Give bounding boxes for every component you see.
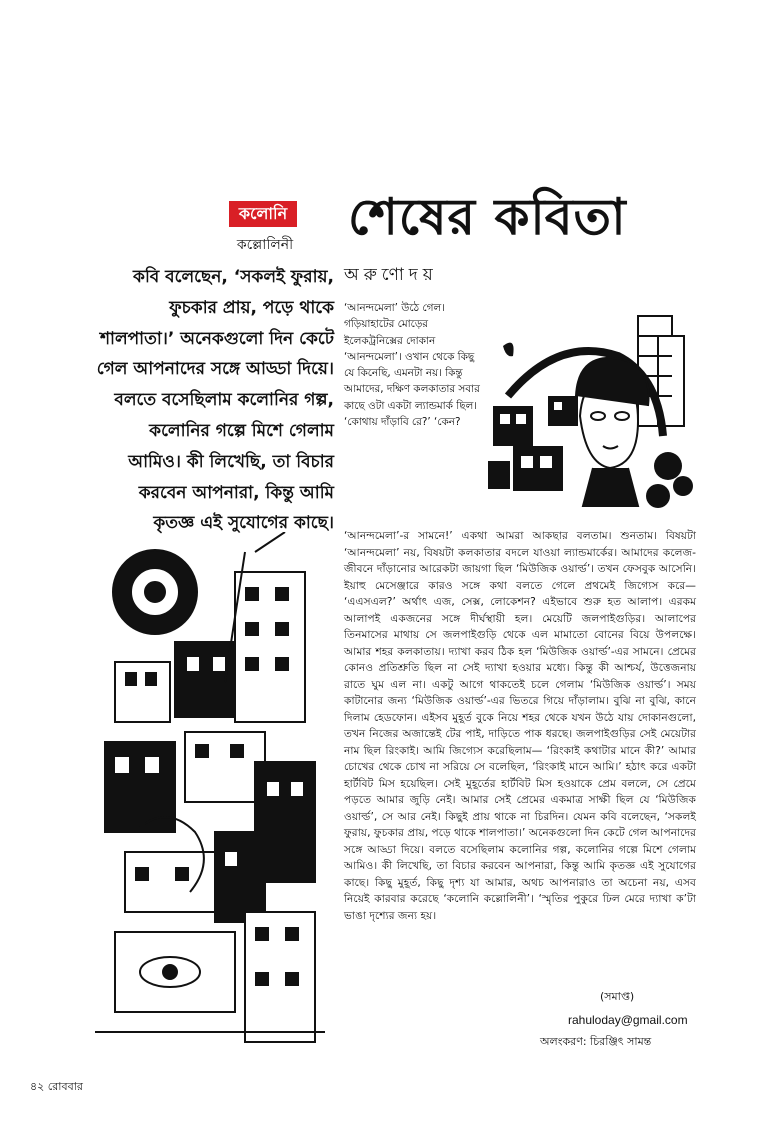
lead-paragraph: কবি বলেছেন, ‘সকলই ফুরায়, ফুচকার প্রায়, পড়ে থাকে শালপাতা।’ অনেকগুলো দিন কেটে গেল আপনাদের সঙ্গে আড্ডা দিয়ে। বলতে বসেছিলাম কলোনির গল্প, কলোনির গল্পে মিশে গেলাম আমিও। কী লিখেছি, তা বিচার করবেন আপনারা, কিন্তু আমি কৃতজ্ঞ এই সুযোগের কাছে। (96, 267, 334, 534)
narrow-column-text: ‘আনন্দমেলা’ উঠে গেল। গড়িয়াহাটের মোড়ের ইলেকট্রনিক্সের দোকান ‘আনন্দমেলা’। ওখান থেকে কিছু যে কিনেছি, এমনটা নয়। কিন্তু আমাদের, দক্ষিণ কলকাতার সবার কাছে ওটা একটা ল্যান্ডমার্ক ছিল। ‘কোথায় দাঁড়াবি রে?’ ‘কেন? (344, 302, 480, 429)
author-byline: অরুণোদয় (344, 265, 438, 285)
author-email[interactable]: rahuloday@gmail.com (568, 1013, 688, 1027)
city-collage-illustration (95, 532, 327, 1060)
city-woman-illustration (488, 296, 696, 522)
section-subtitle: কল্লোলিনী (236, 237, 294, 253)
section-tag: কলোনি (229, 201, 297, 227)
body-text: ‘আনন্দমেলা’-র সামনে!’ একথা আমরা আকছার বলতাম। শুনতাম। বিষয়টা ‘আনন্দমেলা’ নয়, বিষয়টা কলকাতার বদলে যাওয়া ল্যান্ডমার্কের। আমাদের কলেজ-জীবনে দাঁড়ানোর আরেকটা জায়গা ছিল ‘মিউজিক ওয়ার্ল্ড’। তখন ফেসবুক আসেনি। ইয়াহু মেসেঞ্জারে কারও সঙ্গে কথা বলতে গেলে প্রথমেই জিগ্যেস করে— ‘এএসএল?’ অর্থাৎ এজ, সেক্স, লোকেশন? এইভাবে শুরু হত আলাপ। এরকম আলাপই একজনের সঙ্গে দীর্ঘস্থায়ী হল। মেয়েটি জলপাইগুড়ির। আলাপের তিনমাসের মাথায় সে জলপাইগুড়ি থেকে এল মামাতো বোনের বিয়ে উপলক্ষে। আমার শহর কলকাতায়। দ্যাখা করব ঠিক হল ‘মিউজিক ওয়ার্ল্ড’-এর সামনে। প্রেমের কোনও প্রতিশ্রুতি ছিল না সেই দ্যাখা হওয়ার মধ্যে। কিন্তু কী আশ্চর্য, উত্তেজনায় রাতে ঘুম এল না। একটু আগে থাকতেই চলে গেলাম ‘মিউজিক ওয়ার্ল্ড’। সময় কাটানোর জন্য ‘মিউজিক ওয়ার্ল্ড’-এর ভিতরে গিয়ে দাঁড়ালাম। বুঝি না বুঝি, কানে দিলাম হেডফোন। এইসব মুহূর্ত বুকে নিয়ে শহর থেকে যখন উঠে যায় দোকানগুলো, তখন নিজের অজান্তেই টের পাই, দাড়িতে পাক ধরছে। জলপাইগুড়ির সেই মেয়েটার নাম ছিল রিংকাই। আমি জিগ্যেস করেছিলাম— ‘রিংকাই কথাটার মানে কী?’ আমার চোখের থেকে চোখ না সরিয়ে সে বলেছিল, ‘রিংকাই মানে আমি।’ হঠাৎ করে একটা হার্টবিট মিস হয়েছিল। সেই মুহূর্তের হার্টবিট মিস হওয়াকে প্রেম বললে, সে প্রেমে পড়তে আমার জুড়ি নেই। আমার সেই প্রেমের একমাত্র সাক্ষী ছিল যে ‘মিউজিক ওয়ার্ল্ড’, সে আর নেই। কিছুই প্রায় থাকে না চিরদিন। যেমন কবি বলেছেন, ‘সকলই ফুরায়, ফুচকার প্রায়, পড়ে থাকে শালপাতা।’ অনেকগুলো দিন কেটে গেল আপনাদের সঙ্গে আড্ডা দিয়ে। বলতে বসেছিলাম কলোনির গল্প, কলোনির গল্পে মিশে গেলাম আমিও। কী লিখেছি, তা বিচার করবেন আপনারা, কিন্তু আমি কৃতজ্ঞ এই সুযোগের কাছে। কিছু মুহূর্ত, কিছু দৃশ্য যা আমার, অথচ আপনারাও তা অচেনা নয়, এসব নিয়েই কারবার করেছে ‘কলোনি কল্লোলিনী’। ‘স্মৃতির পুকুরে ঢিল মেরে দ্যাখা ক’টা ভাঙা দৃশ্যের জন্য হয়। (344, 529, 696, 922)
illustration-credit: অলংকরণ: চিরঞ্জিৎ সামন্ত (540, 1035, 652, 1048)
page-title: শেষের কবিতা (348, 187, 627, 246)
page-folio: ৪২ রোববার (30, 1080, 83, 1093)
end-mark: (সমাপ্ত) (600, 990, 635, 1003)
